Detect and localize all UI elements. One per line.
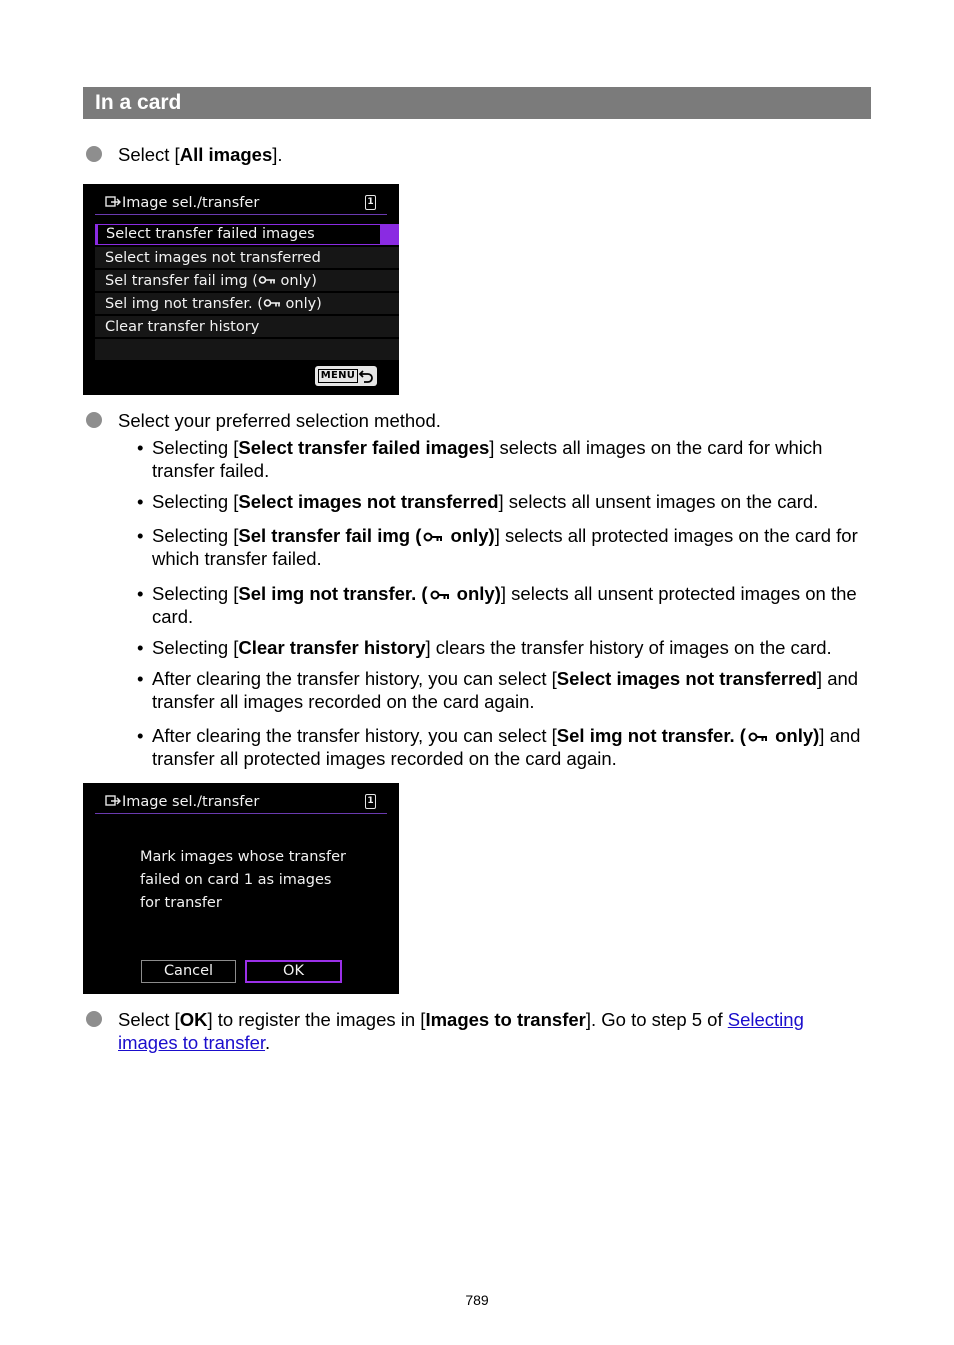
menu-back-button[interactable]: MENU xyxy=(315,366,377,386)
ok-button[interactable]: OK xyxy=(245,960,342,983)
list-item: • After clearing the transfer history, you can select [Sel img not transfer. ( only)] and transfer all protected images recorded on the card again. xyxy=(137,725,861,769)
camera-screen-menu xyxy=(83,184,399,395)
step-2-text: Select your preferred selection method. xyxy=(118,410,441,431)
step-3-text: Select [OK] to register the images in [Images to transfer]. Go to step 5 of Selecting images to transfer. xyxy=(118,1009,804,1053)
key-icon xyxy=(748,731,768,743)
screen-title: Image sel./transfer xyxy=(105,792,259,812)
screen-title: Image sel./transfer xyxy=(105,193,259,213)
transfer-icon xyxy=(105,196,121,208)
step-1-text: Select [All images]. xyxy=(118,144,283,165)
list-item: • After clearing the transfer history, you can select [Select images not transferred] and transfer all images recorded on the card again. xyxy=(137,668,859,712)
step-bullet-icon xyxy=(86,1011,102,1027)
key-icon xyxy=(258,275,276,285)
title-divider xyxy=(95,214,387,215)
transfer-icon xyxy=(105,795,121,807)
menu-item-sel-transfer-fail-protected[interactable]: Sel transfer fail img ( only) xyxy=(95,270,399,292)
step-bullet-icon xyxy=(86,146,102,162)
list-item: • Selecting [Clear transfer history] clears the transfer history of images on the card. xyxy=(137,637,832,658)
page-number: 789 xyxy=(465,1292,489,1308)
list-item: • Selecting [Select images not transferred] selects all unsent images on the card. xyxy=(137,491,819,512)
selecting-images-link[interactable]: Selecting images to transfer xyxy=(118,1009,804,1053)
return-arrow-icon xyxy=(358,368,374,384)
confirm-message: Mark images whose transfer failed on card 1 as images for transfer xyxy=(140,849,346,911)
screen-footer xyxy=(83,361,399,395)
menu-item-select-not-transferred[interactable]: Select images not transferred xyxy=(95,247,399,269)
title-divider xyxy=(95,813,387,814)
list-item: • Selecting [Select transfer failed images] selects all images on the card for which transfer failed. xyxy=(137,437,823,481)
step-bullet-icon xyxy=(86,412,102,428)
key-icon xyxy=(430,589,450,601)
key-icon xyxy=(263,298,281,308)
camera-screen-confirm xyxy=(83,783,399,994)
menu-item-select-transfer-failed[interactable]: Select transfer failed images xyxy=(95,224,399,246)
cancel-button[interactable]: Cancel xyxy=(141,960,236,983)
list-item: • Selecting [Sel transfer fail img ( only)] selects all protected images on the card for which transfer failed. xyxy=(137,525,858,569)
menu-item-clear-transfer-history[interactable]: Clear transfer history xyxy=(95,316,399,338)
card-slot-icon: 1 xyxy=(365,195,376,210)
card-slot-icon: 1 xyxy=(365,794,376,809)
section-heading: In a card xyxy=(83,87,871,119)
list-item: • Selecting [Sel img not transfer. ( only)] selects all unsent protected images on the card. xyxy=(137,583,857,627)
menu-item-sel-not-transfer-protected[interactable]: Sel img not transfer. ( only) xyxy=(95,293,399,315)
key-icon xyxy=(423,531,443,543)
menu-item-empty xyxy=(95,339,399,361)
